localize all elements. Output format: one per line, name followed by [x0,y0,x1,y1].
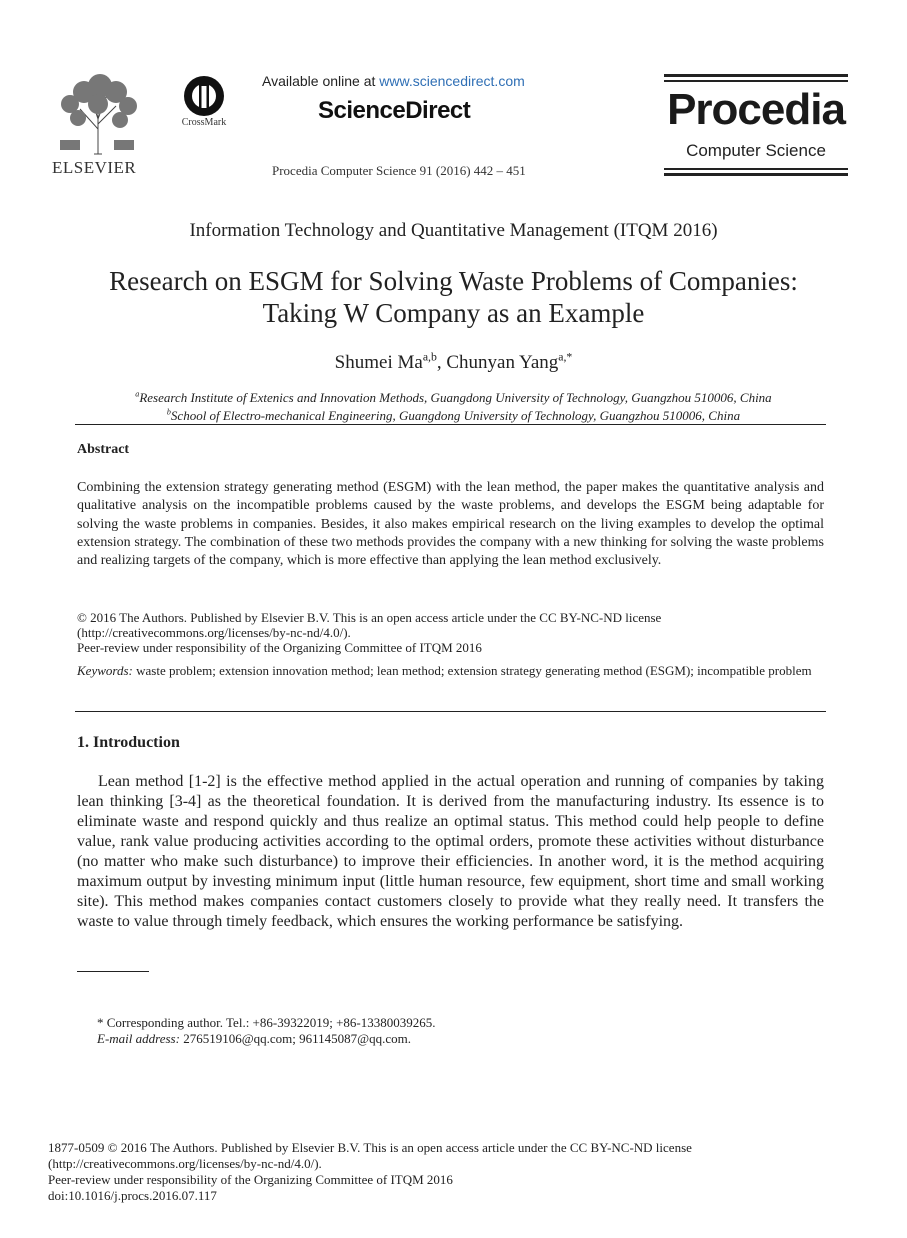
procedia-wordmark: Procedia [667,85,845,134]
affiliation-text: Research Institute of Extenics and Innovation Methods, Guangdong University of Technology, Guangzhou 510006, China [139,390,772,405]
footnote-rule [77,971,149,972]
sciencedirect-link[interactable]: www.sciencedirect.com [379,73,525,89]
affiliation-mark: a [135,389,140,399]
sciencedirect-brand: ScienceDirect [318,97,471,124]
divider [75,424,826,425]
keywords [77,663,824,679]
author-name: Chunyan Yang [446,352,559,373]
keywords-label: Keywords: [77,663,133,678]
crossmark-label: CrossMark [181,117,227,128]
email-note [97,1031,411,1047]
corresponding-author-note: * Corresponding author. Tel.: +86-39322019; +86-13380039265. [97,1015,436,1030]
footer-doi[interactable]: doi:10.1016/j.procs.2016.07.117 [48,1188,217,1203]
license-line: © 2016 The Authors. Published by Elsevier B.V. This is an open access article under the CC BY-NC-ND license [77,610,662,625]
introduction-paragraph: Lean method [1-2] is the effective method applied in the actual operation and running of companies by taking lean thinking [3-4] as the theoretical foundation. It is derived from the manufacturing industry. Its essence is to eliminate waste and respond quickly and thus realize an optimal status. This method could help people to define value, rank value producing activities according to the optimal orders, promote these activities without disturbance (no matter who make such disturbance) to improve their efficiencies. In another word, it is the method acquiring maximum output by investing minimum input (little human resource, few equipment, short time and small working site). This method makes companies contact customers closely to provide what they really need. It transfers the waste to value through timely feedback, which ensures the working performance be satisfying. [77,773,824,930]
email-addresses: 276519106@qq.com; 961145087@qq.com. [179,1031,412,1046]
author-affiliation-mark: a,* [558,350,573,364]
affiliation-b [0,408,907,424]
elsevier-wordmark: ELSEVIER [52,158,137,177]
affiliation-mark: b [166,407,171,417]
affiliation-a [0,390,907,406]
author-name: Shumei Ma [334,352,423,373]
abstract-text: Combining the extension strategy generating method (ESGM) with the lean method, the paper makes the quantitative analysis and qualitative analysis on the incompatible problems caused by the waste problems, and develops the ESGM being adaptable for solving the waste problems in companies. Besides, it also makes empirical research on the living examples to develop the optimal extension strategy. The combination of these two methods provides the company with a new thinking for solving the waste problems and realizing targets of the company, which is more effective than applying the lean method exclusively. [77,480,824,569]
author-separator: , [436,352,447,373]
footer-license-url[interactable]: (http://creativecommons.org/licenses/by-nc-nd/4.0/). [48,1156,322,1171]
divider [75,711,826,712]
available-online [262,73,525,89]
footer-issn-license: 1877-0509 © 2016 The Authors. Published by Elsevier B.V. This is an open access article under the CC BY-NC-ND license [48,1140,692,1155]
journal-reference: Procedia Computer Science 91 (2016) 442 – 451 [272,163,526,178]
section-heading-introduction: 1. Introduction [77,734,180,751]
abstract-heading: Abstract [77,442,130,457]
available-prefix: Available online at [262,73,380,89]
author-affiliation-mark: a,b [422,350,437,364]
authors [0,352,907,374]
peer-review-note: Peer-review under responsibility of the Organizing Committee of ITQM 2016 [77,640,482,655]
license-url[interactable]: (http://creativecommons.org/licenses/by-nc-nd/4.0/). [77,625,351,640]
email-label: E-mail address: [97,1031,180,1046]
keywords-list: waste problem; extension innovation method; lean method; extension strategy generating method (ESGM); incompatible problem [132,663,812,678]
procedia-subtitle: Computer Science [686,141,826,160]
conference-name: Information Technology and Quantitative Management (ITQM 2016) [189,220,718,241]
footer-peer-review: Peer-review under responsibility of the Organizing Committee of ITQM 2016 [48,1172,453,1187]
article-title-line2: Taking W Company as an Example [262,298,645,328]
affiliation-text: School of Electro-mechanical Engineering, Guangdong University of Technology, Guangzhou 510006, China [170,408,741,423]
article-title-line1: Research on ESGM for Solving Waste Problems of Companies: [109,266,798,296]
